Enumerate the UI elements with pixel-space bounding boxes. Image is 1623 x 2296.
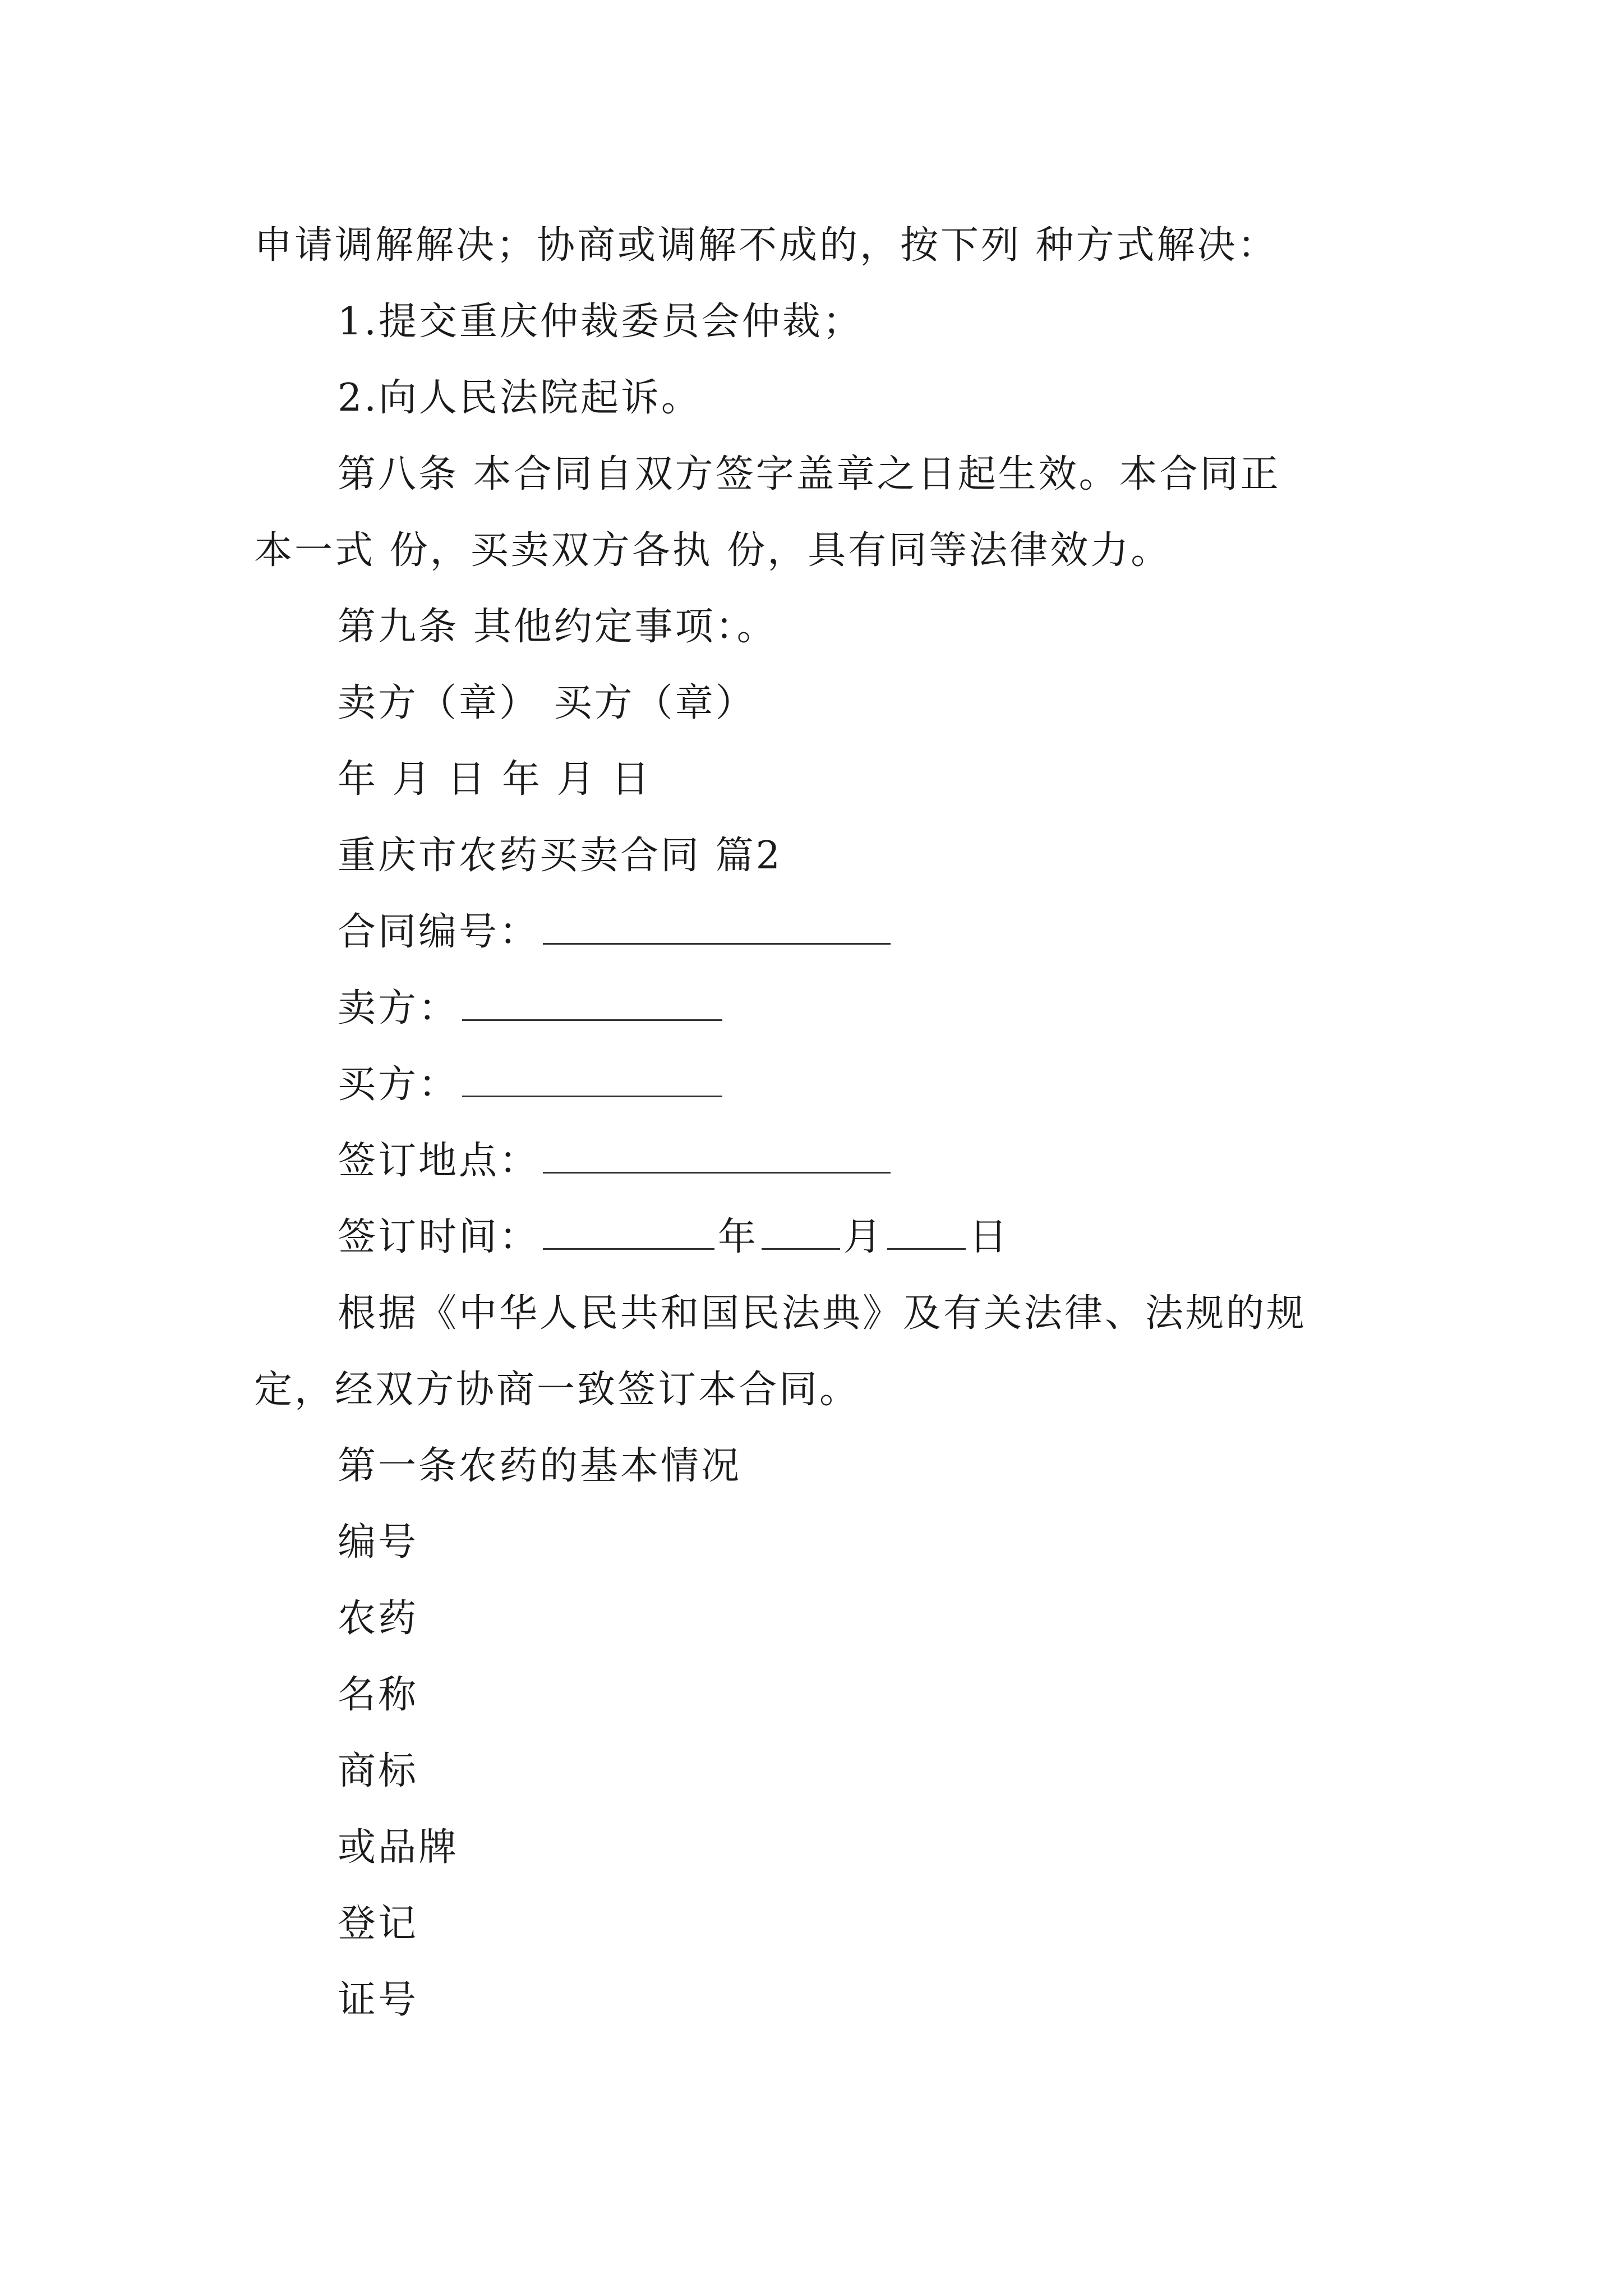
text-line-article9: 第九条 其他约定事项：。	[338, 605, 777, 649]
table-field-name: 名称	[338, 1673, 419, 1717]
seller-label: 卖方：	[338, 986, 459, 1030]
text-line-seals: 卖方（章） 买方（章）	[338, 681, 756, 725]
section-title: 重庆市农药买卖合同 篇2	[338, 834, 782, 878]
text-line-court: 2.向人民法院起诉。	[338, 376, 702, 420]
contract-number-label: 合同编号：	[338, 910, 540, 954]
buyer-row	[338, 1057, 726, 1113]
contract-number-row	[338, 904, 894, 960]
text-line-basis: 根据《中华人民共和国民法典》及有关法律、法规的规	[338, 1291, 1307, 1336]
text-line-dates: 年 月 日 年 月 日	[338, 757, 652, 802]
signing-place-row	[338, 1133, 894, 1189]
table-field-pesticide: 农药	[338, 1596, 419, 1641]
contract-number-blank	[543, 909, 891, 945]
year-label: 年	[718, 1215, 759, 1259]
text-line-article8: 第八条 本合同自双方签字盖章之日起生效。本合同正	[338, 452, 1281, 496]
text-line-arbitration: 1.提交重庆仲裁委员会仲裁；	[338, 300, 863, 344]
table-field-number: 编号	[338, 1520, 419, 1565]
month-blank	[762, 1214, 840, 1250]
signing-time-label: 签订时间：	[338, 1215, 540, 1259]
buyer-blank	[462, 1062, 722, 1097]
seller-blank	[462, 986, 722, 1021]
day-blank	[887, 1214, 966, 1250]
text-line-dispute: 申请调解解决；协商或调解不成的，按下列 种方式解决：	[254, 223, 1278, 268]
table-field-registration: 登记	[338, 1902, 419, 1946]
month-label: 月	[843, 1215, 884, 1259]
day-label: 日	[969, 1215, 1010, 1259]
text-line-basis-cont: 定，经双方协商一致签订本合同。	[254, 1368, 860, 1412]
table-field-certificate-no: 证号	[338, 1978, 419, 2022]
year-blank	[543, 1214, 714, 1250]
signing-place-label: 签订地点：	[338, 1139, 540, 1183]
seller-row	[338, 981, 726, 1037]
table-field-brand: 或品牌	[338, 1825, 459, 1870]
text-line-article8-cont: 本一式 份，买卖双方各执 份，具有同等法律效力。	[254, 528, 1172, 573]
table-field-trademark: 商标	[338, 1749, 419, 1793]
buyer-label: 买方：	[338, 1062, 459, 1107]
signing-time-row	[338, 1209, 1009, 1266]
article1-heading: 第一条农药的基本情况	[338, 1444, 742, 1488]
signing-place-blank	[543, 1138, 891, 1174]
